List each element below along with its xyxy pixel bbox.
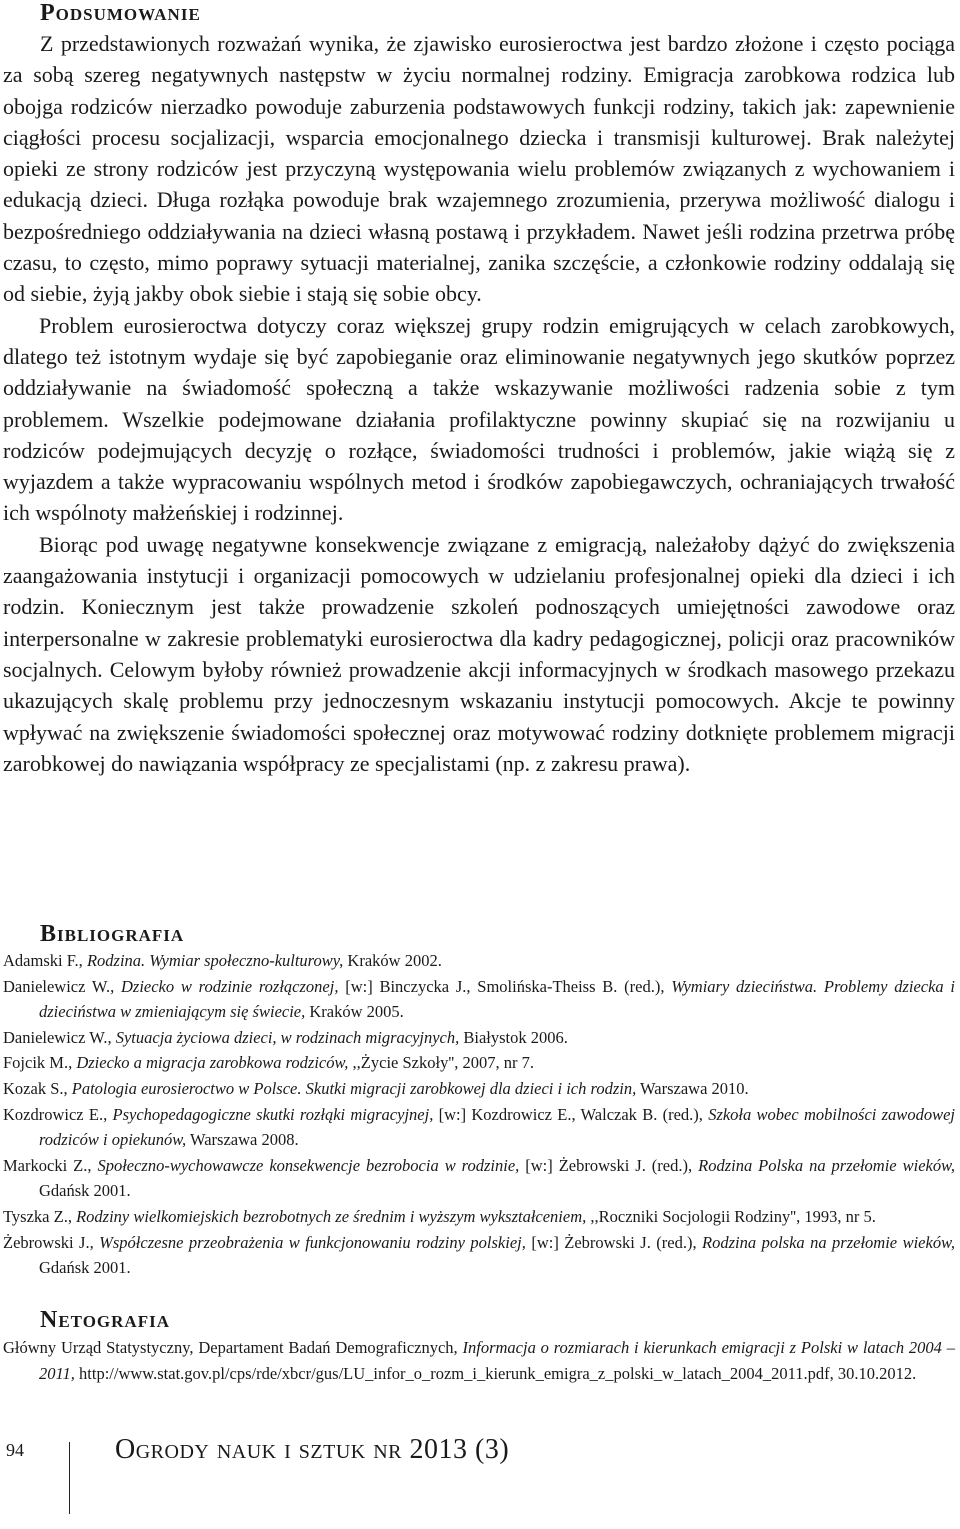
bibliography-entry: Adamski F., Rodzina. Wymiar społeczno-kulturowy, Kraków 2002. xyxy=(3,951,442,970)
bibliography-list xyxy=(3,948,955,1281)
journal-title: Ogrody nauk i sztuk nr 2013 (3) xyxy=(115,1434,510,1465)
page-footer xyxy=(0,1430,960,1529)
summary-paragraph: Problem eurosieroctwa dotyczy coraz większej grupy rodzin emigrujących w celach zarobkowych, dlatego też istotnym wydaje się być zapobieganie oraz eliminowanie negatywnych jego skutków poprzez oddziaływanie na świadomość społeczną a także wskazywanie możliwości radzenia sobie z tym problemem. Wszelkie podejmowane działania profilaktyczne powinny skupiać się na rozwijaniu u rodziców podejmujących decyzję o rozłące, świadomości trudności i problemów, jakie wiążą się z wyjazdem a także wypracowaniu wspólnych metod i środków zapobiegawczych, ochraniających trwałość ich wspólnoty małżeńskiej i rodzinnej. xyxy=(3,312,955,526)
bibliography-heading: Bibliografia xyxy=(40,921,185,947)
bibliography-entry: Kozdrowicz E., Psychopedagogiczne skutki rozłąki migracyjnej, [w:] Kozdrowicz E., Walczak B. (red.), Szkoła wobec mobilności zawodowej rodziców i opiekunów, Warszawa 2008. xyxy=(3,1104,955,1150)
footer-divider xyxy=(69,1442,70,1514)
bibliography-entry: Kozak S., Patologia eurosieroctwo w Polsce. Skutki migracji zarobkowej dla dzieci i ich rodzin, Warszawa 2010. xyxy=(3,1078,749,1098)
summary-heading: Podsumowanie xyxy=(40,0,201,26)
page-number: 94 xyxy=(6,1440,24,1460)
bibliography-entry: Danielewicz W., Dziecko w rodzinie rozłączonej, [w:] Binczycka J., Smolińska-Theiss B. (red.), Wymiary dzieciństwa. Problemy dziecka i dzieciństwa w zmieniającym się świecie, Kraków 2005. xyxy=(3,976,956,1022)
netography-heading: Netografia xyxy=(40,1307,170,1333)
bibliography-entry: Żebrowski J., Współczesne przeobrażenia w funkcjonowaniu rodziny polskiej, [w:] Żebrowski J. (red.), Rodzina polska na przełomie wieków, Gdańsk 2001. xyxy=(3,1232,955,1278)
netography-entry: Główny Urząd Statystyczny, Departament Badań Demograficznych, Informacja o rozmiarach i kierunkach emigracji z Polski w latach 2004 – 2011, http://www.stat.gov.pl/cps/rde/xbcr/gus/LU_infor_o_rozm_i_kierunk_emigra_z_polski_w_latach_2004_2011.pdf, 30.10.2012. xyxy=(3,1338,955,1383)
summary-paragraph: Biorąc pod uwagę negatywne konsekwencje związane z emigracją, należałoby dążyć do zwiększenia zaangażowania instytucji i organizacji pomocowych w udzielaniu profesjonalnej opieki dla dzieci i ich rodzin. Koniecznym jest także prowadzenie szkoleń podnoszących umiejętności zawodowe oraz interpersonalne w zakresie problematyki eurosieroctwa dla kadry pedagogicznej, policji oraz pracowników socjalnych. Celowym byłoby również prowadzenie akcji informacyjnych w środkach masowego przekazu ukazujących skalę problemu przy jednoczesnym wskazaniu instytucji pomocowych. Akcje te powinny wpływać na zwiększenie świadomości społecznej oraz motywować rodziny dotknięte problemem migracji zarobkowej do nawiązania współpracy ze specjalistami (np. z zakresu prawa). xyxy=(3,531,955,776)
bibliography-entry: Tyszka Z., Rodziny wielkomiejskich bezrobotnych ze średnim i wyższym wykształceniem, ,,Roczniki Socjologii Rodziny'', 1993, nr 5. xyxy=(3,1206,876,1226)
bibliography-entry: Markocki Z., Społeczno-wychowawcze konsekwencje bezrobocia w rodzinie, [w:] Żebrowski J. (red.), Rodzina Polska na przełomie wieków, Gdańsk 2001. xyxy=(3,1155,955,1201)
netography-list xyxy=(3,1335,955,1386)
bibliography-entry: Danielewicz W., Sytuacja życiowa dzieci, w rodzinach migracyjnych, Białystok 2006. xyxy=(3,1027,568,1047)
bibliography-entry: Fojcik M., Dziecko a migracja zarobkowa rodziców, ,,Życie Szkoły'', 2007, nr 7. xyxy=(3,1053,535,1073)
summary-body xyxy=(3,28,955,779)
summary-paragraph: Z przedstawionych rozważań wynika, że zjawisko eurosieroctwa jest bardzo złożone i często pociąga za sobą szereg negatywnych następstw w życiu normalnej rodziny. Emigracja zarobkowa rodzica lub obojga rodziców nierzadko powoduje zaburzenia podstawowych funkcji rodziny, takich jak: zapewnienie ciągłości procesu socjalizacji, wsparcia emocjonalnego dziecka i transmisji kulturowej. Brak należytej opieki ze strony rodziców jest przyczyną występowania wielu problemów związanych z wychowaniem i edukacją dzieci. Długa rozłąka powoduje brak wzajemnego zrozumienia, przerywa możliwość dialogu i bezpośredniego oddziaływania na dzieci własną postawą i przykładem. Nawet jeśli rodzina przetrwa próbę czasu, to często, mimo poprawy sytuacji materialnej, zanika szczęście, a członkowie rodziny oddalają się od siebie, żyją jakby obok siebie i stają się sobie obcy. xyxy=(3,31,955,307)
